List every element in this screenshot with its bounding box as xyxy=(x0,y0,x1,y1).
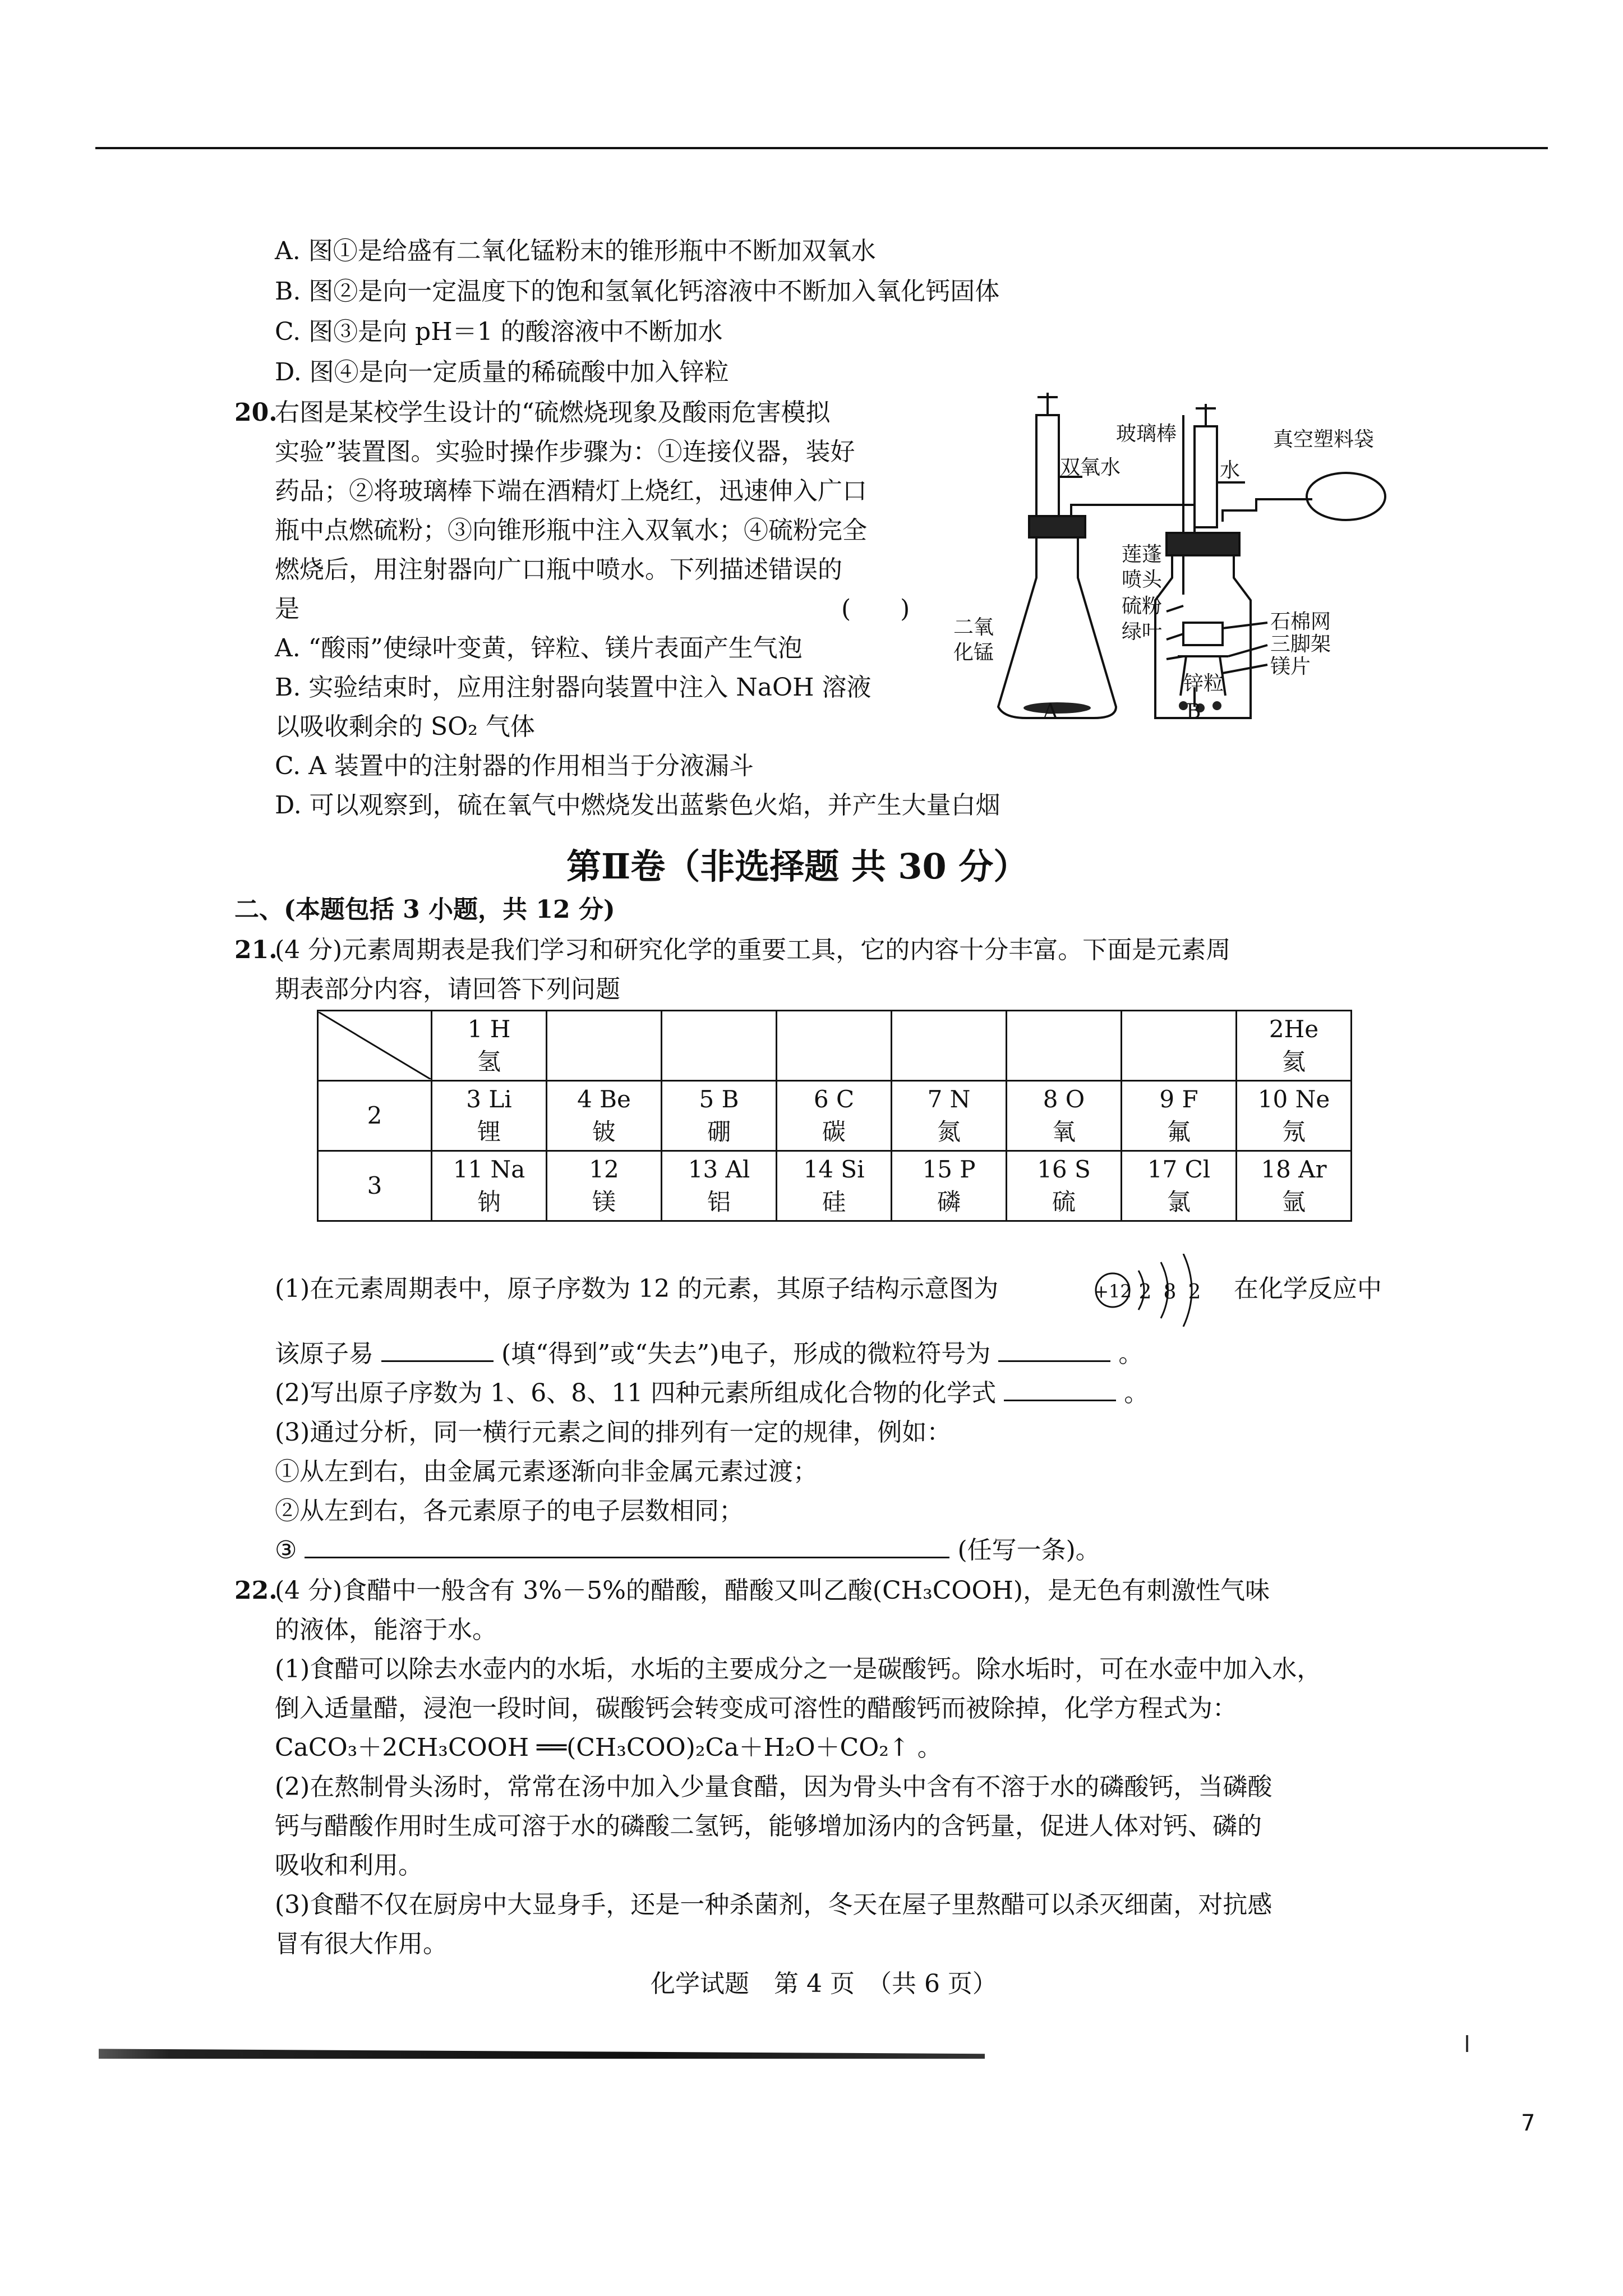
element-cell: 12 镁 xyxy=(547,1151,662,1221)
q20-stem-line: 是 xyxy=(275,595,299,623)
page-footer: 化学试题 第 4 页 （共 6 页） xyxy=(651,1970,997,1998)
label-b: B xyxy=(1186,700,1201,723)
stopper-b xyxy=(1166,533,1239,555)
q21-part3-rule3-line xyxy=(275,1534,1100,1567)
apparatus-diagram xyxy=(953,393,1413,740)
q21-part3-rule1: ①从左到右，由金属元素逐渐向非金属元素过渡； xyxy=(275,1457,818,1486)
page-number: 7 xyxy=(1521,2110,1536,2136)
q22-part1-line1: (1)食醋可以除去水壶内的水垢，水垢的主要成分之一是碳酸钙。除水垢时，可在水壶中加入水， xyxy=(275,1655,1322,1683)
q22-part1-equation: CaCO₃＋2CH₃COOH ══(CH₃COO)₂Ca＋H₂O＋CO₂↑ 。 xyxy=(275,1733,942,1762)
element-cell xyxy=(547,1011,662,1081)
element-cell xyxy=(892,1011,1007,1081)
period-label: 3 xyxy=(318,1151,432,1221)
q20-option-a: A. “酸雨”使绿叶变黄，锌粒、镁片表面产生气泡 xyxy=(275,634,803,662)
label-h2o2: 双氧水 xyxy=(1060,456,1121,479)
label-mno2-2: 化锰 xyxy=(953,641,994,664)
element-cell: 8 O 氧 xyxy=(1007,1081,1122,1151)
scan-artifact-bar xyxy=(99,2046,985,2059)
q21-part1-line2 xyxy=(275,1337,1143,1371)
q22-stem-2: 的液体，能溶于水。 xyxy=(275,1616,497,1644)
q20-stem-line: 实验”装置图。实验时操作步骤为：①连接仪器，装好 xyxy=(275,438,855,466)
element-cell: 4 Be 铍 xyxy=(547,1081,662,1151)
blank-rule3[interactable] xyxy=(305,1534,949,1558)
blank-ion-symbol[interactable] xyxy=(998,1338,1110,1362)
label-mg: 镁片 xyxy=(1270,655,1311,678)
top-rule xyxy=(95,147,1548,149)
stopper-a xyxy=(1029,516,1085,537)
q19-option-c: C. 图③是向 pH＝1 的酸溶液中不断加水 xyxy=(275,318,723,346)
q21-part3-rule3-marker: ③ xyxy=(275,1536,297,1565)
label-mno2-1: 二氧 xyxy=(953,616,994,639)
q19-option-b: B. 图②是向一定温度下的饱和氢氧化钙溶液中不断加入氧化钙固体 xyxy=(275,277,1000,306)
q22-part3-line2: 冒有很大作用。 xyxy=(275,1930,448,1958)
section2-title: 第Ⅱ卷（非选择题 共 30 分） xyxy=(566,846,1029,887)
element-cell xyxy=(662,1011,777,1081)
q21-number: 21. xyxy=(234,936,278,964)
q22-part2-line2: 钙与醋酸作用时生成可溶于水的磷酸二氢钙，能够增加汤内的含钙量，促进人体对钙、磷的 xyxy=(275,1812,1262,1841)
q22-stem-1: (4 分)食醋中一般含有 3%－5%的醋酸，醋酸又叫乙酸(CH₃COOH)，是无色有刺激性气味 xyxy=(275,1576,1270,1605)
label-asbestos: 石棉网 xyxy=(1270,610,1331,633)
q20-answer-paren: ( ) xyxy=(841,595,910,623)
q21-part3: (3)通过分析，同一横行元素之间的排列有一定的规律，例如： xyxy=(275,1418,952,1447)
element-cell: 18 Ar 氩 xyxy=(1237,1151,1352,1221)
table-corner-cell xyxy=(318,1011,432,1081)
q20-stem-line: 瓶中点燃硫粉；③向锥形瓶中注入双氧水；④硫粉完全 xyxy=(275,516,867,545)
label-a: A xyxy=(1043,700,1058,723)
q21-part2-line xyxy=(275,1377,1149,1410)
q20-stem-line: 药品；②将玻璃棒下端在酒精灯上烧红，迅速伸入广口 xyxy=(275,477,867,505)
q20-stem-line: 燃烧后，用注射器向广口瓶中喷水。下列描述错误的 xyxy=(275,555,842,584)
element-cell: 9 F 氟 xyxy=(1122,1081,1237,1151)
syringe-a xyxy=(1036,415,1059,516)
label-leaf: 绿叶 xyxy=(1122,620,1163,643)
element-cell xyxy=(1122,1011,1237,1081)
periodic-table xyxy=(317,1010,1352,1222)
q21-part1-d: (填“得到”或“失去”)电子，形成的微粒符号为 xyxy=(501,1340,991,1368)
label-glass-rod: 玻璃棒 xyxy=(1116,422,1177,445)
element-cell: 11 Na 钠 xyxy=(432,1151,547,1221)
q19-option-d: D. 图④是向一定质量的稀硫酸中加入锌粒 xyxy=(275,358,729,386)
q20-option-d: D. 可以观察到，硫在氧气中燃烧发出蓝紫色火焰，并产生大量白烟 xyxy=(275,791,1000,820)
q22-part3-line1: (3)食醋不仅在厨房中大显身手，还是一种杀菌剂，冬天在屋子里熬醋可以杀灭细菌，对抗感 xyxy=(275,1890,1272,1919)
q20-option-c: C. A 装置中的注射器的作用相当于分液漏斗 xyxy=(275,752,754,780)
element-cell xyxy=(1007,1011,1122,1081)
element-cell: 5 B 硼 xyxy=(662,1081,777,1151)
q21-part2-b: 。 xyxy=(1124,1379,1149,1407)
element-cell: 7 N 氮 xyxy=(892,1081,1007,1151)
label-nozzle-2: 喷头 xyxy=(1122,568,1163,591)
q21-part3-rule2: ②从左到右，各元素原子的电子层数相同； xyxy=(275,1497,744,1525)
q20-number: 20. xyxy=(234,398,278,427)
label-zn: 锌粒 xyxy=(1183,672,1224,695)
q20-stem-line: 右图是某校学生设计的“硫燃烧现象及酸雨危害模拟 xyxy=(275,398,831,427)
sulfur-spoon xyxy=(1183,623,1223,645)
shell-1-electrons: 2 xyxy=(1138,1281,1152,1304)
period-label: 2 xyxy=(318,1081,432,1151)
q21-part3-rule3-hint: (任写一条)。 xyxy=(957,1536,1100,1565)
q20-option-b-cont: 以吸收剩余的 SO₂ 气体 xyxy=(275,712,535,741)
blank-formula[interactable] xyxy=(1004,1377,1116,1401)
vacuum-bag xyxy=(1307,473,1385,520)
q20-option-b: B. 实验结束时，应用注射器向装置中注入 NaOH 溶液 xyxy=(275,673,872,702)
q21-part1-b: 在化学反应中 xyxy=(1234,1274,1382,1303)
element-cell: 15 P 磷 xyxy=(892,1151,1007,1221)
element-cell: 16 S 硫 xyxy=(1007,1151,1122,1221)
label-tripod: 三脚架 xyxy=(1270,633,1331,656)
element-cell: 14 Si 硅 xyxy=(777,1151,892,1221)
label-sulfur: 硫粉 xyxy=(1122,595,1163,618)
q21-stem-1: (4 分)元素周期表是我们学习和研究化学的重要工具，它的内容十分丰富。下面是元素周 xyxy=(275,936,1231,964)
corner-diagonal xyxy=(319,1012,431,1079)
element-cell: 10 Ne 氖 xyxy=(1237,1081,1352,1151)
q22-part1-line2: 倒入适量醋，浸泡一段时间，碳酸钙会转变成可溶性的醋酸钙而被除掉，化学方程式为： xyxy=(275,1694,1237,1723)
element-cell: 3 Li 锂 xyxy=(432,1081,547,1151)
element-cell: 17 Cl 氯 xyxy=(1122,1151,1237,1221)
label-vacuum-bag: 真空塑料袋 xyxy=(1273,428,1375,451)
q21-part1-e: 。 xyxy=(1118,1340,1144,1368)
label-nozzle-1: 莲蓬 xyxy=(1122,543,1163,566)
nucleus-charge: +12 xyxy=(1094,1281,1132,1302)
shell-2-electrons: 8 xyxy=(1163,1281,1177,1304)
q22-number: 22. xyxy=(234,1576,278,1605)
element-cell: 6 C 碳 xyxy=(777,1081,892,1151)
flask-a xyxy=(998,533,1116,718)
q19-option-a: A. 图①是给盛有二氧化锰粉末的锥形瓶中不断加双氧水 xyxy=(275,237,876,265)
q21-part1-a: (1)在元素周期表中，原子序数为 12 的元素，其原子结构示意图为 xyxy=(275,1274,999,1303)
element-cell: 1 H 氢 xyxy=(432,1011,547,1081)
shell-3-electrons: 2 xyxy=(1188,1281,1201,1304)
element-cell xyxy=(777,1011,892,1081)
q22-part2-line1: (2)在熬制骨头汤时，常常在汤中加入少量食醋，因为骨头中含有不溶于水的磷酸钙，当磷酸 xyxy=(275,1773,1272,1801)
q21-part1-c: 该原子易 xyxy=(275,1340,374,1368)
q22-part2-line3: 吸收和利用。 xyxy=(275,1851,423,1880)
element-cell: 2He 氦 xyxy=(1237,1011,1352,1081)
blank-gain-lose[interactable] xyxy=(381,1338,494,1362)
scan-artifact-tick xyxy=(1466,2035,1468,2052)
q21-stem-2: 期表部分内容，请回答下列问题 xyxy=(275,975,620,1004)
q21-part2-a: (2)写出原子序数为 1、6、8、11 四种元素所组成化合物的化学式 xyxy=(275,1379,997,1407)
label-water: 水 xyxy=(1220,459,1241,482)
section2-heading: 二、(本题包括 3 小题，共 12 分) xyxy=(234,895,615,924)
element-cell: 13 Al 铝 xyxy=(662,1151,777,1221)
mg-atom-structure-diagram xyxy=(1094,1254,1228,1327)
apparatus-figure xyxy=(953,393,1413,740)
